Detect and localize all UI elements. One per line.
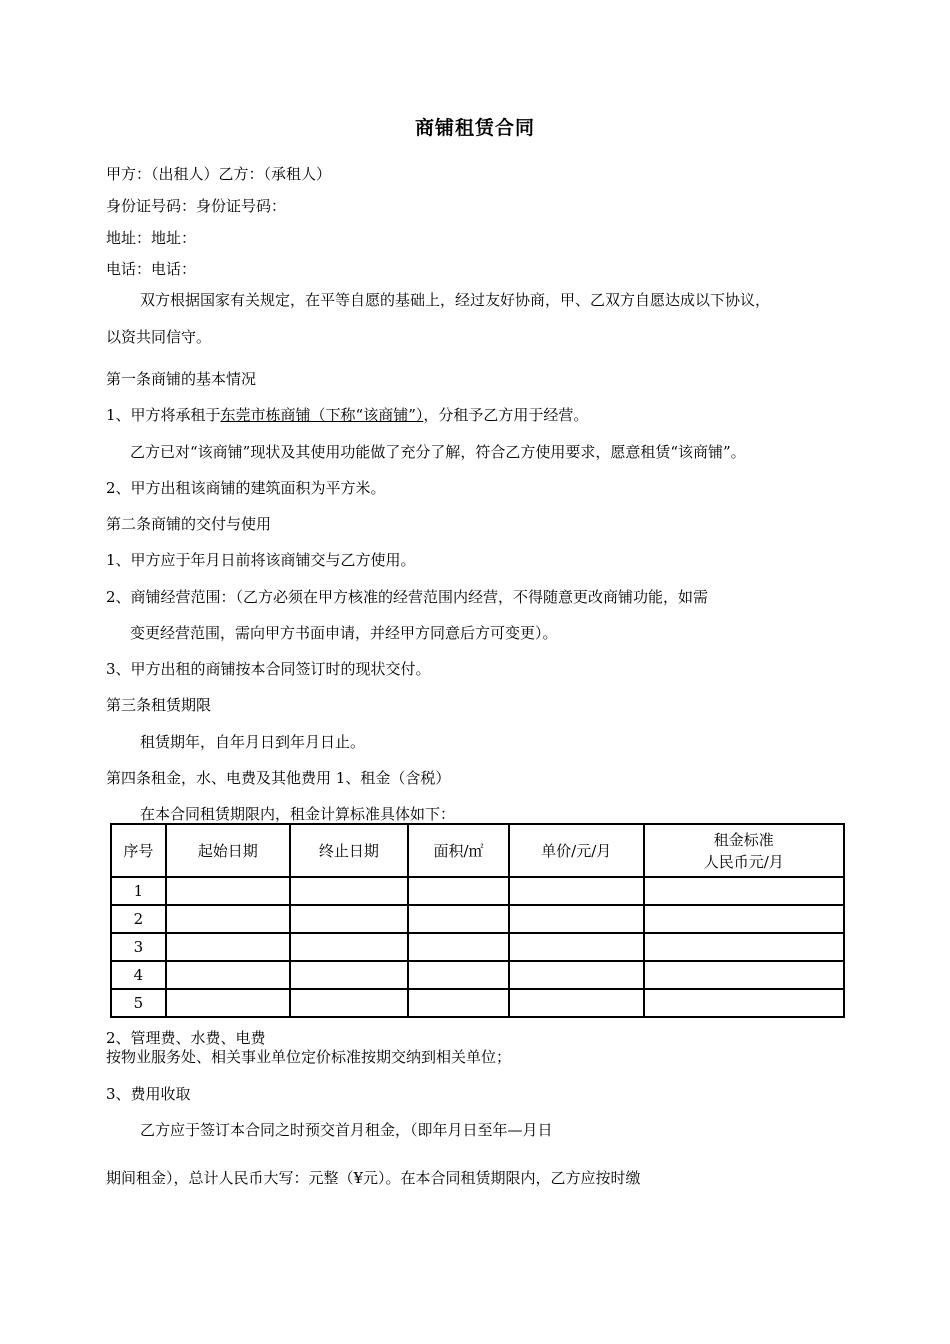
article-2-heading: 第二条商铺的交付与使用 bbox=[106, 515, 272, 533]
article-4-clause-2: 2、管理费、水费、电费 bbox=[106, 1029, 266, 1047]
row-number: 1 bbox=[111, 877, 166, 905]
empty-cell bbox=[644, 961, 844, 989]
empty-cell bbox=[408, 933, 509, 961]
rent-table bbox=[110, 823, 845, 1018]
empty-cell bbox=[166, 989, 290, 1017]
empty-cell bbox=[644, 933, 844, 961]
party-phone-line: 电话：电话： bbox=[106, 260, 197, 278]
preamble-line-1: 双方根据国家有关规定，在平等自愿的基础上，经过友好协商，甲、乙双方自愿达成以下协议， bbox=[140, 291, 771, 309]
article-1-clause-2: 2、甲方出租该商铺的建筑面积为平方米。 bbox=[106, 479, 386, 497]
header-rent-standard-line-1: 租金标准 bbox=[713, 830, 774, 849]
header-area: 面积/㎡ bbox=[408, 824, 509, 877]
header-rent-standard-line-2: 人民币元/月 bbox=[703, 852, 784, 871]
shop-location-underlined: 东莞市栋商铺（下称“该商铺”） bbox=[220, 406, 424, 424]
empty-cell bbox=[290, 989, 409, 1017]
empty-cell bbox=[408, 905, 509, 933]
table-row bbox=[111, 877, 844, 905]
article-2-clause-2-cont: 变更经营范围，需向甲方书面申请，并经甲方同意后方可变更）。 bbox=[130, 624, 558, 642]
empty-cell bbox=[509, 877, 644, 905]
preamble-line-2: 以资共同信守。 bbox=[106, 328, 212, 346]
empty-cell bbox=[290, 961, 409, 989]
party-id-line: 身份证号码：身份证号码： bbox=[106, 197, 287, 215]
empty-cell bbox=[290, 905, 409, 933]
empty-cell bbox=[509, 961, 644, 989]
article-1-clause-1-cont: 乙方已对“该商铺”现状及其使用功能做了充分了解，符合乙方使用要求，愿意租赁“该商铺”。 bbox=[130, 443, 746, 461]
empty-cell bbox=[166, 905, 290, 933]
rent-table-intro: 在本合同租赁期限内，租金计算标准具体如下： bbox=[140, 805, 456, 823]
header-rent-standard bbox=[644, 824, 844, 877]
empty-cell bbox=[509, 933, 644, 961]
article-4-clause-2-cont: 按物业服务处、相关事业单位定价标准按期交纳到相关单位； bbox=[106, 1048, 512, 1066]
empty-cell bbox=[644, 905, 844, 933]
article-2-clause-2: 2、商铺经营范围：（乙方必须在甲方核准的经营范围内经营，不得随意更改商铺功能，如需 bbox=[106, 588, 709, 606]
article-1-clause-1 bbox=[106, 405, 588, 425]
row-number: 5 bbox=[111, 989, 166, 1017]
empty-cell bbox=[408, 961, 509, 989]
empty-cell bbox=[166, 961, 290, 989]
header-start-date: 起始日期 bbox=[166, 824, 290, 877]
empty-cell bbox=[290, 877, 409, 905]
table-row bbox=[111, 989, 844, 1017]
article-3-clause-1: 租赁期年，自年月日到年月日止。 bbox=[140, 733, 366, 751]
article-4-clause-3-line-2: 期间租金），总计人民币大写：元整（¥元）。在本合同租赁期限内，乙方应按时缴 bbox=[106, 1169, 641, 1187]
table-row bbox=[111, 933, 844, 961]
row-number: 2 bbox=[111, 905, 166, 933]
empty-cell bbox=[644, 877, 844, 905]
row-number: 4 bbox=[111, 961, 166, 989]
document-title: 商铺租赁合同 bbox=[414, 117, 535, 139]
empty-cell bbox=[644, 989, 844, 1017]
clause-1-prefix: 1、甲方将承租于 bbox=[106, 406, 221, 424]
clause-1-suffix: ，分租予乙方用于经营。 bbox=[423, 406, 589, 424]
empty-cell bbox=[509, 989, 644, 1017]
empty-cell bbox=[290, 933, 409, 961]
empty-cell bbox=[166, 933, 290, 961]
empty-cell bbox=[166, 877, 290, 905]
table-row bbox=[111, 905, 844, 933]
article-2-clause-3: 3、甲方出租的商铺按本合同签订时的现状交付。 bbox=[106, 660, 431, 678]
party-address-line: 地址：地址： bbox=[106, 229, 197, 247]
row-number: 3 bbox=[111, 933, 166, 961]
header-unit-price: 单价/元/月 bbox=[509, 824, 644, 877]
article-4-clause-3: 3、费用收取 bbox=[106, 1085, 191, 1103]
empty-cell bbox=[408, 989, 509, 1017]
header-serial-no: 序号 bbox=[111, 824, 166, 877]
article-3-heading: 第三条租赁期限 bbox=[106, 696, 212, 714]
party-names-line: 甲方：（出租人）乙方：（承租人） bbox=[106, 165, 332, 183]
rent-table-header-row bbox=[111, 824, 844, 877]
article-1-heading: 第一条商铺的基本情况 bbox=[106, 370, 257, 388]
empty-cell bbox=[509, 905, 644, 933]
article-2-clause-1: 1、甲方应于年月日前将该商铺交与乙方使用。 bbox=[106, 551, 416, 569]
header-end-date: 终止日期 bbox=[290, 824, 409, 877]
empty-cell bbox=[408, 877, 509, 905]
article-4-heading: 第四条租金，水、电费及其他费用 1、租金（含税） bbox=[106, 769, 451, 787]
article-4-clause-3-line-1: 乙方应于签订本合同之时预交首月租金，（即年月日至年—月日 bbox=[140, 1121, 553, 1139]
table-row bbox=[111, 961, 844, 989]
